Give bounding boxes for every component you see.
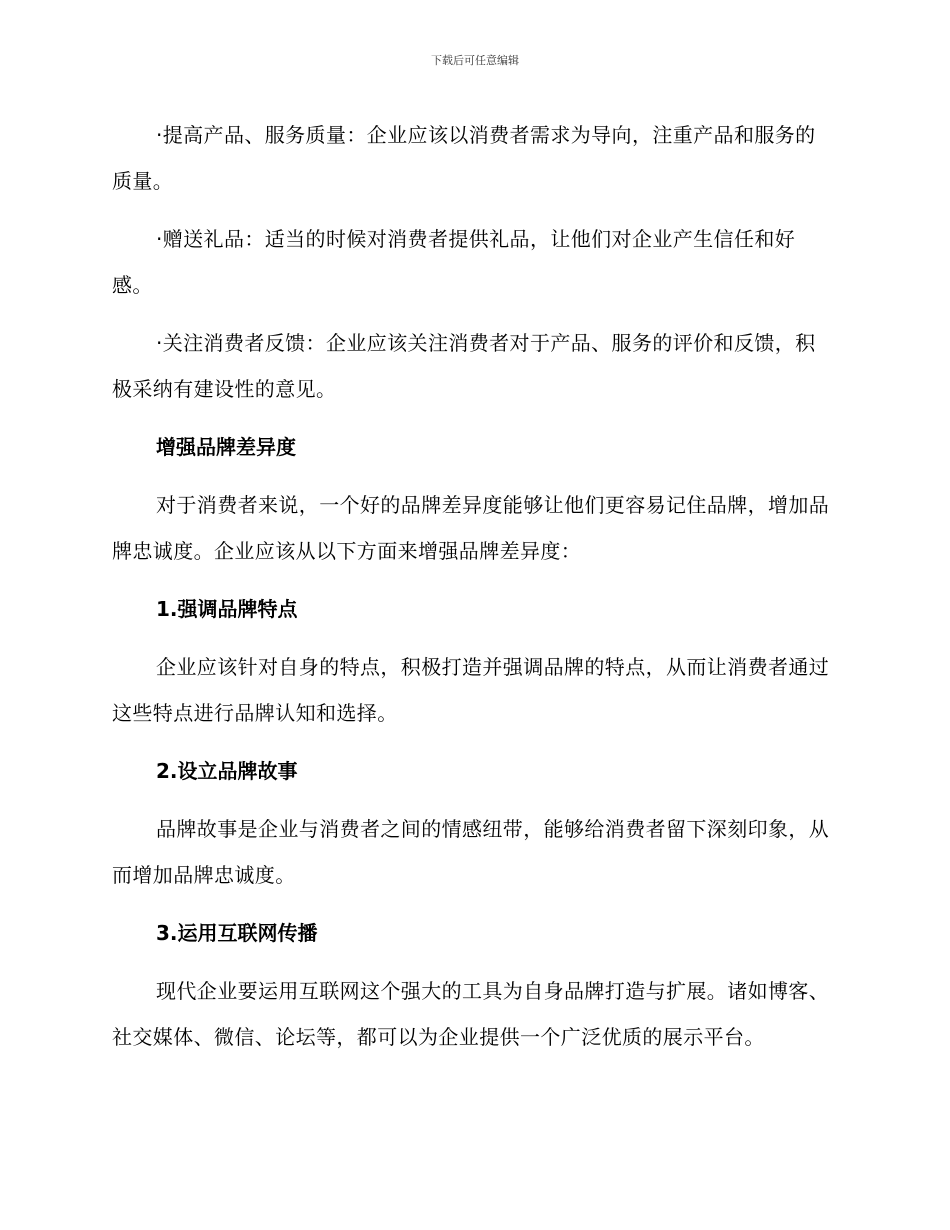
- bullet-paragraph-quality: ·提高产品、服务质量：企业应该以消费者需求为导向，注重产品和服务的质量。: [112, 123, 816, 193]
- subsection-heading-3: 3.运用互联网传播: [156, 921, 318, 945]
- body-paragraph-3: 现代企业要运用互联网这个强大的工具为自身品牌打造与扩展。诸如博客、社交媒体、微信、论坛等，都可以为企业提供一个广泛优质的展示平台。: [112, 979, 830, 1049]
- body-paragraph-1: 企业应该针对自身的特点，积极打造并强调品牌的特点，从而让消费者通过这些特点进行品牌认知和选择。: [112, 655, 830, 725]
- body-paragraph-intro: 对于消费者来说，一个好的品牌差异度能够让他们更容易记住品牌，增加品牌忠诚度。企业应该从以下方面来增强品牌差异度：: [112, 493, 830, 563]
- bullet-paragraph-gifts: ·赠送礼品：适当的时候对消费者提供礼品，让他们对企业产生信任和好感。: [112, 227, 796, 297]
- subsection-heading-1: 1.强调品牌特点: [156, 597, 298, 621]
- subsection-heading-2: 2.设立品牌故事: [156, 759, 298, 783]
- bullet-paragraph-feedback: ·关注消费者反馈：企业应该关注消费者对于产品、服务的评价和反馈，积极采纳有建设性的意见。: [112, 331, 816, 401]
- section-heading: 增强品牌差异度: [156, 435, 296, 459]
- page-header: 下载后可任意编辑: [431, 54, 519, 67]
- document-body: [112, 112, 834, 1072]
- body-paragraph-2: 品牌故事是企业与消费者之间的情感纽带，能够给消费者留下深刻印象，从而增加品牌忠诚度。: [112, 817, 830, 887]
